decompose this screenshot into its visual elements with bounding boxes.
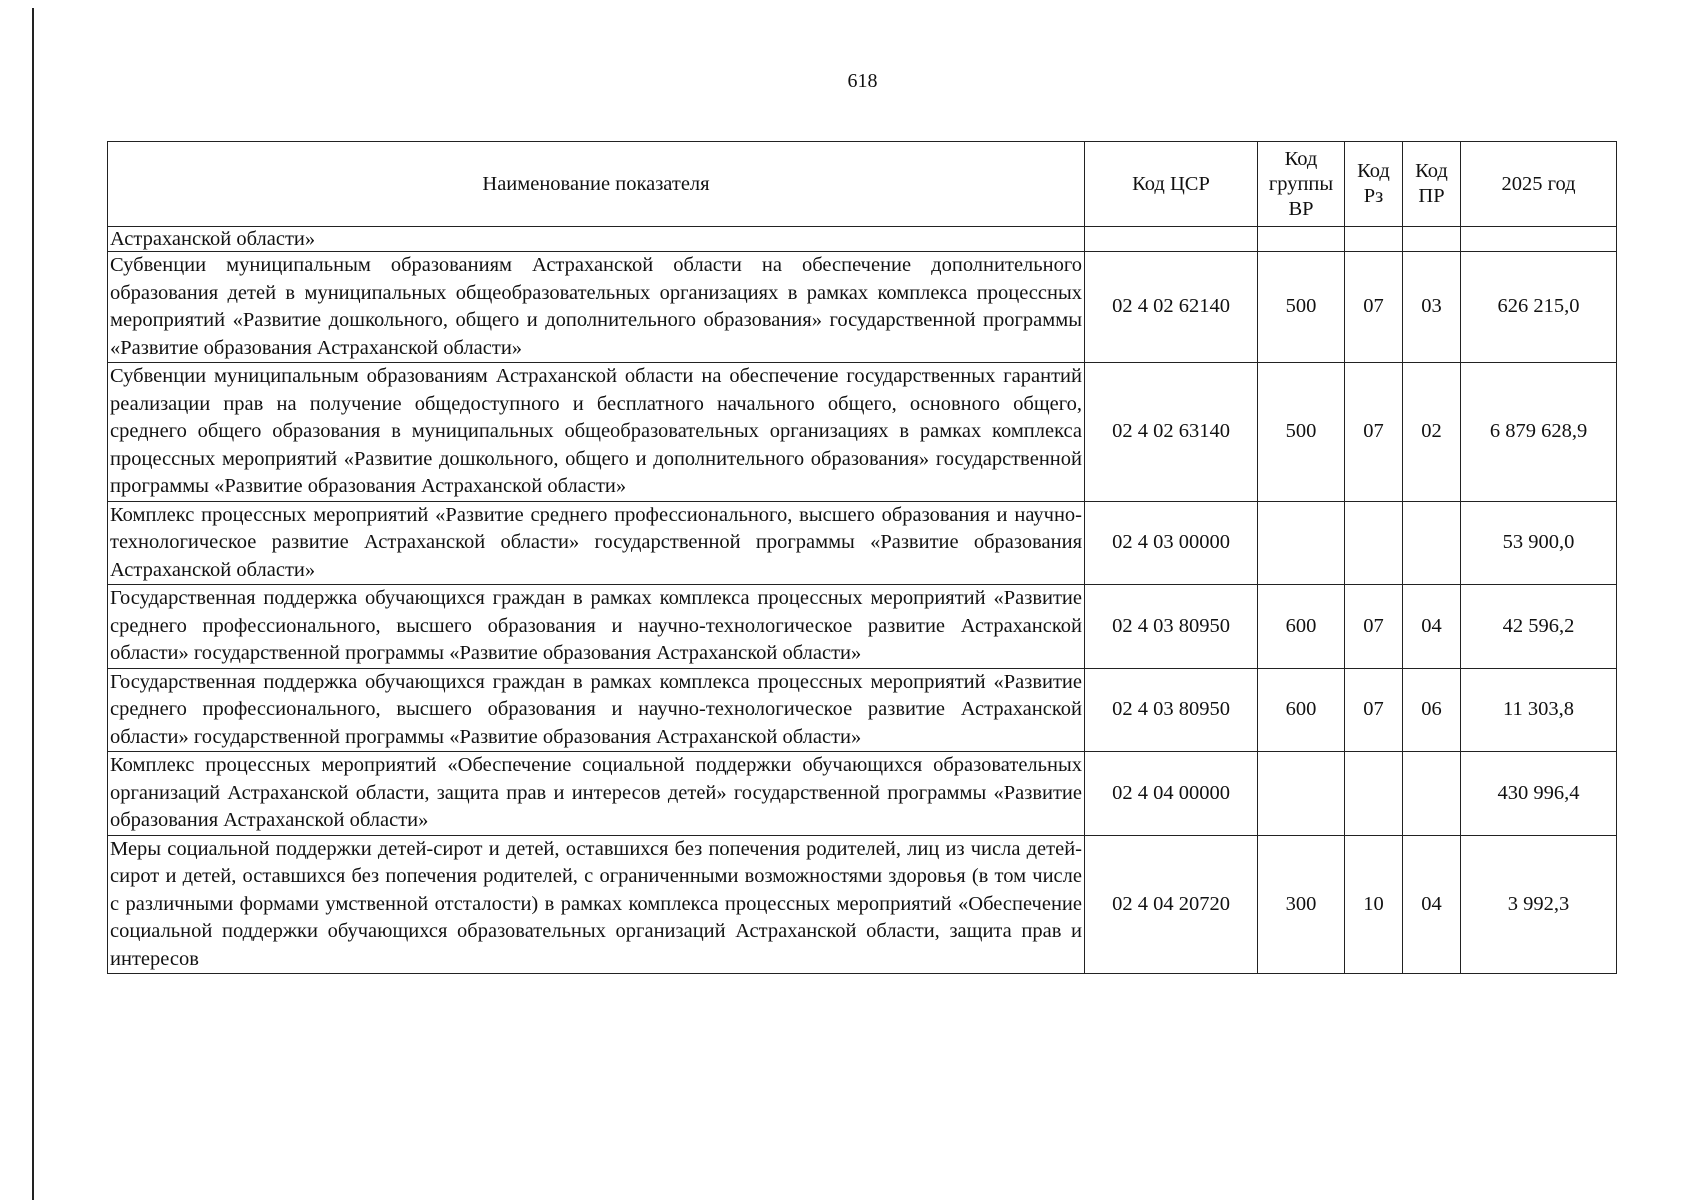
row-vr-code: 600	[1258, 585, 1345, 669]
row-vr-code	[1258, 227, 1345, 252]
row-name: Астраханской области»	[108, 227, 1085, 252]
row-vr-code	[1258, 752, 1345, 836]
row-csr-code: 02 4 02 63140	[1085, 363, 1258, 502]
row-amount: 53 900,0	[1461, 501, 1617, 585]
budget-table	[107, 141, 1617, 974]
row-name: Государственная поддержка обучающихся граждан в рамках комплекса процессных мероприятий «Развитие среднего профессионального, высшего образования и научно-технологическое развитие Астраханской области» государственной программы «Развитие образования Астраханской области»	[108, 585, 1085, 669]
row-vr-code: 500	[1258, 363, 1345, 502]
left-margin-rule	[32, 8, 34, 1200]
row-name: Государственная поддержка обучающихся граждан в рамках комплекса процессных мероприятий «Развитие среднего профессионального, высшего образования и научно-технологическое развитие Астраханской области» государственной программы «Развитие образования Астраханской области»	[108, 668, 1085, 752]
row-rz-code: 07	[1345, 585, 1403, 669]
row-vr-code: 300	[1258, 835, 1345, 974]
row-amount: 430 996,4	[1461, 752, 1617, 836]
table-row	[108, 585, 1617, 669]
header-pr-code: Код ПР	[1403, 142, 1461, 227]
row-pr-code: 06	[1403, 668, 1461, 752]
row-csr-code: 02 4 03 00000	[1085, 501, 1258, 585]
table-row	[108, 363, 1617, 502]
table-header-row	[108, 142, 1617, 227]
row-pr-code: 02	[1403, 363, 1461, 502]
row-rz-code	[1345, 227, 1403, 252]
row-amount: 3 992,3	[1461, 835, 1617, 974]
row-amount	[1461, 227, 1617, 252]
row-amount: 626 215,0	[1461, 252, 1617, 363]
row-amount: 6 879 628,9	[1461, 363, 1617, 502]
row-rz-code	[1345, 752, 1403, 836]
row-csr-code: 02 4 03 80950	[1085, 668, 1258, 752]
row-pr-code	[1403, 752, 1461, 836]
row-csr-code: 02 4 03 80950	[1085, 585, 1258, 669]
page-number: 618	[847, 70, 878, 92]
row-pr-code: 04	[1403, 835, 1461, 974]
row-name: Субвенции муниципальным образованиям Астраханской области на обеспечение государственных гарантий реализации прав на получение общедоступного и бесплатного начального общего, основного общего, среднего общего образования в муниципальных общеобразовательных организациях в рамках комплекса процессных мероприятий «Развитие дошкольного, общего и дополнительного образования» государственной программы «Развитие образования Астраханской области»	[108, 363, 1085, 502]
row-pr-code: 04	[1403, 585, 1461, 669]
row-pr-code: 03	[1403, 252, 1461, 363]
header-rz-code: Код Рз	[1345, 142, 1403, 227]
row-rz-code: 07	[1345, 252, 1403, 363]
table-row	[108, 227, 1617, 252]
row-amount: 11 303,8	[1461, 668, 1617, 752]
row-csr-code: 02 4 04 00000	[1085, 752, 1258, 836]
row-amount: 42 596,2	[1461, 585, 1617, 669]
header-csr-code: Код ЦСР	[1085, 142, 1258, 227]
row-rz-code	[1345, 501, 1403, 585]
table-row	[108, 835, 1617, 974]
table-row	[108, 501, 1617, 585]
row-name: Комплекс процессных мероприятий «Развитие среднего профессионального, высшего образования и научно-технологическое развитие Астраханской области» государственной программы «Развитие образования Астраханской области»	[108, 501, 1085, 585]
row-csr-code: 02 4 02 62140	[1085, 252, 1258, 363]
table-row	[108, 252, 1617, 363]
row-vr-code	[1258, 501, 1345, 585]
row-rz-code: 10	[1345, 835, 1403, 974]
row-vr-code: 500	[1258, 252, 1345, 363]
header-year: 2025 год	[1461, 142, 1617, 227]
table-row	[108, 668, 1617, 752]
table-row	[108, 752, 1617, 836]
row-pr-code	[1403, 501, 1461, 585]
row-vr-code: 600	[1258, 668, 1345, 752]
row-rz-code: 07	[1345, 668, 1403, 752]
row-csr-code	[1085, 227, 1258, 252]
row-csr-code: 02 4 04 20720	[1085, 835, 1258, 974]
row-name: Субвенции муниципальным образованиям Астраханской области на обеспечение дополнительного образования детей в муниципальных общеобразовательных организациях в рамках комплекса процессных мероприятий «Развитие дошкольного, общего и дополнительного образования» государственной программы «Развитие образования Астраханской области»	[108, 252, 1085, 363]
row-pr-code	[1403, 227, 1461, 252]
row-rz-code: 07	[1345, 363, 1403, 502]
header-vr-code: Код группы ВР	[1258, 142, 1345, 227]
row-name: Комплекс процессных мероприятий «Обеспечение социальной поддержки обучающихся образовательных организаций Астраханской области, защита прав и интересов детей» государственной программы «Развитие образования Астраханской области»	[108, 752, 1085, 836]
row-name: Меры социальной поддержки детей-сирот и детей, оставшихся без попечения родителей, лиц из числа детей-сирот и детей, оставшихся без попечения родителей, с ограниченными возможностями здоровья (в том числе с различными формами умственной отсталости) в рамках комплекса процессных мероприятий «Обеспечение социальной поддержки обучающихся образовательных организаций Астраханской области, защита прав и интересов	[108, 835, 1085, 974]
header-name: Наименование показателя	[108, 142, 1085, 227]
